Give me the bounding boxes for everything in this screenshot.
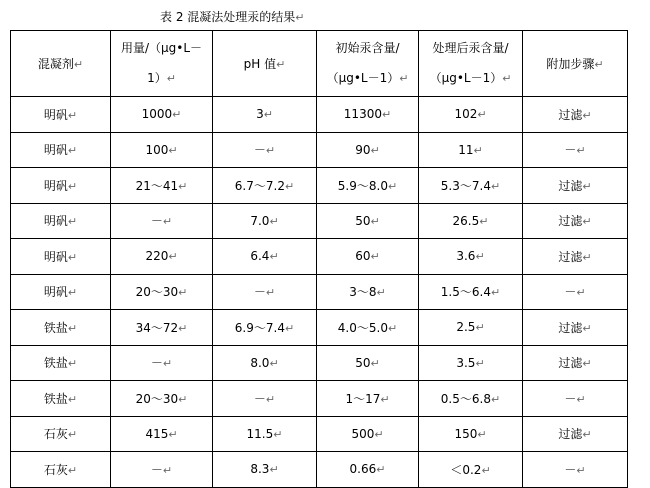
cell-treated-hg: 11↵ bbox=[419, 132, 523, 168]
cell-coagulant: 铁盐↵ bbox=[11, 381, 111, 417]
paragraph-mark-icon: ↵ bbox=[67, 357, 78, 371]
cell-dosage: 20～30↵ bbox=[111, 274, 213, 310]
table-row bbox=[11, 452, 628, 488]
paragraph-mark-icon: ↵ bbox=[67, 392, 78, 406]
cell-dosage: 21～41↵ bbox=[111, 168, 213, 204]
paragraph-mark-icon: ↵ bbox=[162, 357, 173, 371]
cell-initial-hg: 0.66↵ bbox=[317, 452, 419, 488]
cell-ph: 6.4↵ bbox=[213, 239, 317, 275]
paragraph-mark-icon: ↵ bbox=[67, 286, 78, 300]
paragraph-mark-icon: ↵ bbox=[263, 108, 273, 122]
cell-dosage: 34～72↵ bbox=[111, 310, 213, 346]
paragraph-mark-icon: ↵ bbox=[374, 427, 384, 441]
cell-treated-hg: 3.5↵ bbox=[419, 345, 523, 381]
header-cell-ph: pH 值↵ bbox=[213, 31, 317, 97]
paragraph-mark-icon: ↵ bbox=[481, 463, 491, 477]
cell-dosage: 1000↵ bbox=[111, 97, 213, 133]
cell-treated-hg: 0.5～6.8↵ bbox=[419, 381, 523, 417]
cell-ph: 6.7～7.2↵ bbox=[213, 168, 317, 204]
cell-coagulant: 石灰↵ bbox=[11, 416, 111, 452]
cell-extra-step: 过滤↵ bbox=[523, 203, 628, 239]
table-row bbox=[11, 239, 628, 275]
cell-initial-hg: 5.9～8.0↵ bbox=[317, 168, 419, 204]
cell-coagulant: 铁盐↵ bbox=[11, 310, 111, 346]
paragraph-mark-icon: ↵ bbox=[178, 392, 188, 406]
cell-ph: 3↵ bbox=[213, 97, 317, 133]
paragraph-mark-icon: ↵ bbox=[387, 321, 398, 335]
table-row bbox=[11, 381, 628, 417]
table-row bbox=[11, 310, 628, 346]
paragraph-mark-icon: ↵ bbox=[582, 179, 592, 193]
paragraph-mark-icon: ↵ bbox=[269, 356, 279, 370]
header-cell-extra-step: 附加步骤↵ bbox=[523, 31, 628, 97]
paragraph-mark-icon: ↵ bbox=[370, 250, 380, 264]
paragraph-mark-icon: ↵ bbox=[576, 286, 586, 300]
cell-dosage: 220↵ bbox=[111, 239, 213, 275]
paragraph-mark-icon: ↵ bbox=[475, 321, 485, 335]
paragraph-mark-icon: ↵ bbox=[576, 463, 586, 477]
paragraph-mark-icon: ↵ bbox=[370, 356, 380, 370]
cell-coagulant: 明矾↵ bbox=[11, 132, 111, 168]
cell-extra-step: 过滤↵ bbox=[523, 310, 628, 346]
cell-extra-step: 过滤↵ bbox=[523, 97, 628, 133]
table-row bbox=[11, 345, 628, 381]
paragraph-mark-icon: ↵ bbox=[381, 108, 392, 122]
cell-coagulant: 明矾↵ bbox=[11, 203, 111, 239]
cell-treated-hg: 1.5～6.4↵ bbox=[419, 274, 523, 310]
paragraph-mark-icon: ↵ bbox=[162, 215, 173, 229]
cell-initial-hg: 50↵ bbox=[317, 203, 419, 239]
cell-initial-hg: 500↵ bbox=[317, 416, 419, 452]
cell-treated-hg: 102↵ bbox=[419, 97, 523, 133]
paragraph-mark-icon: ↵ bbox=[178, 179, 188, 193]
cell-coagulant: 铁盐↵ bbox=[11, 345, 111, 381]
table-row bbox=[11, 168, 628, 204]
cell-dosage: －↵ bbox=[111, 452, 213, 488]
cell-extra-step: －↵ bbox=[523, 381, 628, 417]
paragraph-mark-icon: ↵ bbox=[376, 286, 386, 300]
paragraph-mark-icon: ↵ bbox=[265, 392, 276, 406]
paragraph-mark-icon: ↵ bbox=[67, 321, 78, 335]
table-row bbox=[11, 203, 628, 239]
cell-extra-step: －↵ bbox=[523, 132, 628, 168]
cell-dosage: －↵ bbox=[111, 345, 213, 381]
paragraph-mark-icon: ↵ bbox=[479, 214, 489, 228]
paragraph-mark-icon: ↵ bbox=[490, 179, 501, 193]
cell-coagulant: 明矾↵ bbox=[11, 168, 111, 204]
cell-initial-hg: 60↵ bbox=[317, 239, 419, 275]
paragraph-mark-icon: ↵ bbox=[168, 250, 178, 264]
paragraph-mark-icon: ↵ bbox=[477, 427, 487, 441]
cell-treated-hg: ＜0.2↵ bbox=[419, 452, 523, 488]
paragraph-mark-icon: ↵ bbox=[582, 250, 592, 264]
paragraph-mark-icon: ↵ bbox=[273, 427, 283, 441]
cell-treated-hg: 26.5↵ bbox=[419, 203, 523, 239]
paragraph-mark-icon: ↵ bbox=[370, 143, 380, 157]
paragraph-mark-icon: ↵ bbox=[284, 179, 295, 193]
paragraph-mark-icon: ↵ bbox=[265, 286, 276, 300]
cell-extra-step: －↵ bbox=[523, 452, 628, 488]
cell-initial-hg: 90↵ bbox=[317, 132, 419, 168]
paragraph-mark-icon: ↵ bbox=[178, 286, 188, 300]
cell-dosage: 415↵ bbox=[111, 416, 213, 452]
cell-initial-hg: 3～8↵ bbox=[317, 274, 419, 310]
paragraph-mark-icon: ↵ bbox=[67, 250, 78, 264]
cell-coagulant: 石灰↵ bbox=[11, 452, 111, 488]
paragraph-mark-icon: ↵ bbox=[162, 463, 173, 477]
paragraph-mark-icon: ↵ bbox=[376, 463, 386, 477]
caption-text: 表 2 混凝法处理汞的结果 bbox=[160, 10, 296, 24]
paragraph-mark-icon: ↵ bbox=[475, 356, 485, 370]
cell-extra-step: 过滤↵ bbox=[523, 416, 628, 452]
paragraph-mark-icon: ↵ bbox=[67, 215, 78, 229]
paragraph-mark-icon: ↵ bbox=[582, 428, 592, 442]
cell-ph: 11.5↵ bbox=[213, 416, 317, 452]
cell-initial-hg: 4.0～5.0↵ bbox=[317, 310, 419, 346]
paragraph-mark-icon: ↵ bbox=[582, 321, 592, 335]
paragraph-mark-icon: ↵ bbox=[576, 392, 586, 406]
cell-coagulant: 明矾↵ bbox=[11, 97, 111, 133]
paragraph-mark-icon: ↵ bbox=[172, 108, 182, 122]
header-cell-initial-hg: 初始汞含量/ （μg•L－1）↵ bbox=[317, 31, 419, 97]
paragraph-mark-icon: ↵ bbox=[387, 179, 398, 193]
header-row bbox=[11, 31, 628, 97]
paragraph-mark-icon: ↵ bbox=[477, 108, 487, 122]
cell-extra-step: 过滤↵ bbox=[523, 239, 628, 275]
paragraph-mark-icon: ↵ bbox=[582, 108, 592, 122]
paragraph-mark-icon: ↵ bbox=[473, 143, 483, 157]
paragraph-mark-icon: ↵ bbox=[265, 144, 276, 158]
table-row bbox=[11, 97, 628, 133]
paragraph-mark-icon: ↵ bbox=[380, 392, 390, 406]
paragraph-mark-icon: ↵ bbox=[576, 144, 586, 158]
paragraph-mark-icon: ↵ bbox=[178, 321, 188, 335]
header-cell-coagulant: 混凝剂↵ bbox=[11, 31, 111, 97]
table-row bbox=[11, 132, 628, 168]
cell-coagulant: 明矾↵ bbox=[11, 274, 111, 310]
paragraph-mark-icon: ↵ bbox=[67, 463, 78, 477]
cell-ph: 6.9～7.4↵ bbox=[213, 310, 317, 346]
paragraph-mark-icon: ↵ bbox=[67, 428, 78, 442]
cell-treated-hg: 5.3～7.4↵ bbox=[419, 168, 523, 204]
cell-ph: 7.0↵ bbox=[213, 203, 317, 239]
cell-dosage: 20～30↵ bbox=[111, 381, 213, 417]
cell-ph: －↵ bbox=[213, 381, 317, 417]
cell-treated-hg: 2.5↵ bbox=[419, 310, 523, 346]
table-row bbox=[11, 274, 628, 310]
cell-ph: －↵ bbox=[213, 274, 317, 310]
table-caption bbox=[160, 8, 304, 26]
header-cell-treated-hg: 处理后汞含量/ （μg•L－1）↵ bbox=[419, 31, 523, 97]
cell-initial-hg: 50↵ bbox=[317, 345, 419, 381]
paragraph-mark-icon: ↵ bbox=[490, 286, 501, 300]
cell-dosage: －↵ bbox=[111, 203, 213, 239]
paragraph-mark-icon: ↵ bbox=[269, 214, 279, 228]
cell-coagulant: 明矾↵ bbox=[11, 239, 111, 275]
paragraph-mark-icon: ↵ bbox=[582, 215, 592, 229]
cell-initial-hg: 11300↵ bbox=[317, 97, 419, 133]
paragraph-mark-icon: ↵ bbox=[582, 357, 592, 371]
cell-dosage: 100↵ bbox=[111, 132, 213, 168]
table-row bbox=[11, 416, 628, 452]
cell-ph: 8.0↵ bbox=[213, 345, 317, 381]
paragraph-mark-icon: ↵ bbox=[168, 427, 178, 441]
cell-extra-step: 过滤↵ bbox=[523, 345, 628, 381]
paragraph-mark-icon: ↵ bbox=[295, 11, 305, 24]
table-body bbox=[11, 31, 628, 488]
header-cell-dosage: 用量/（μg•L－ 1）↵ bbox=[111, 31, 213, 97]
paragraph-mark-icon: ↵ bbox=[269, 463, 279, 477]
paragraph-mark-icon: ↵ bbox=[67, 179, 78, 193]
cell-treated-hg: 3.6↵ bbox=[419, 239, 523, 275]
paragraph-mark-icon: ↵ bbox=[284, 321, 295, 335]
cell-treated-hg: 150↵ bbox=[419, 416, 523, 452]
paragraph-mark-icon: ↵ bbox=[490, 392, 501, 406]
paragraph-mark-icon: ↵ bbox=[370, 214, 380, 228]
cell-ph: －↵ bbox=[213, 132, 317, 168]
cell-initial-hg: 1～17↵ bbox=[317, 381, 419, 417]
cell-extra-step: 过滤↵ bbox=[523, 168, 628, 204]
paragraph-mark-icon: ↵ bbox=[168, 143, 178, 157]
paragraph-mark-icon: ↵ bbox=[269, 250, 279, 264]
paragraph-mark-icon: ↵ bbox=[67, 144, 78, 158]
paragraph-mark-icon: ↵ bbox=[475, 250, 485, 264]
results-table bbox=[10, 30, 628, 488]
cell-extra-step: －↵ bbox=[523, 274, 628, 310]
paragraph-mark-icon: ↵ bbox=[67, 108, 78, 122]
cell-ph: 8.3↵ bbox=[213, 452, 317, 488]
